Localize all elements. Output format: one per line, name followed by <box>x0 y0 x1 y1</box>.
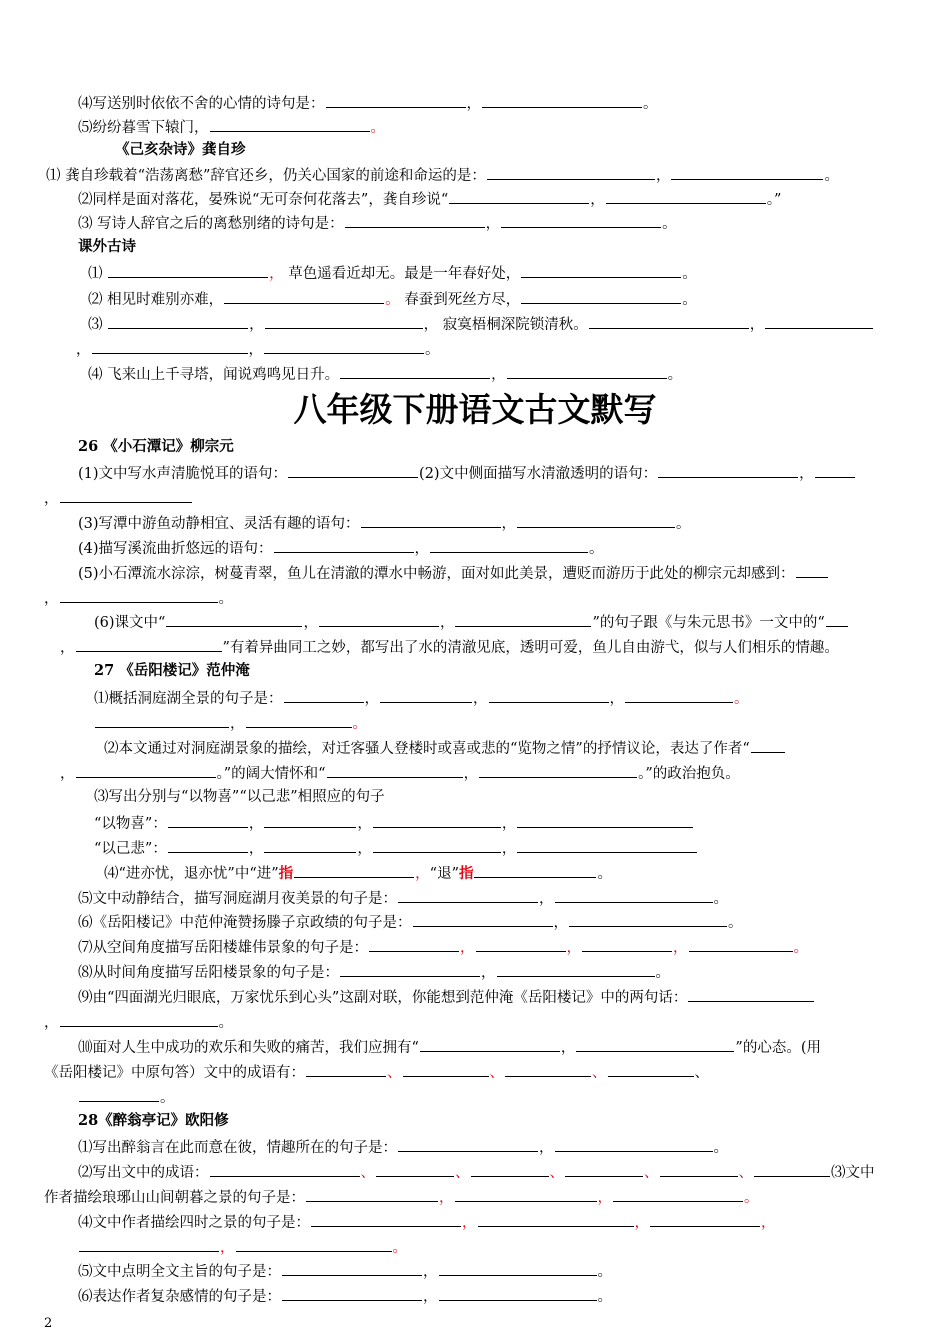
question-line <box>104 862 612 884</box>
answer-blank[interactable] <box>60 587 218 603</box>
question-line: ⑶写出分别与“以物喜”“以己悲”相照应的句子 <box>94 789 385 805</box>
text: 。 <box>662 216 677 232</box>
text: ， <box>357 841 372 857</box>
answer-blank[interactable] <box>274 537 414 553</box>
question-line <box>94 687 749 709</box>
text: ， <box>749 317 765 333</box>
answer-blank[interactable] <box>60 487 192 503</box>
answer-blank[interactable] <box>340 961 480 977</box>
question-line <box>60 636 839 658</box>
question-line <box>88 313 874 335</box>
text: ， <box>230 716 245 732</box>
text: ， <box>466 96 481 112</box>
text: ⑷文中作者描绘四时之景的句子是： <box>78 1215 310 1231</box>
text: ， <box>60 766 75 782</box>
text: ⑴概括洞庭湖全景的句子是： <box>94 691 283 707</box>
text: ⑷“进亦忧，退亦忧”中“进” <box>104 866 279 882</box>
text: ， <box>439 615 455 631</box>
text: ， <box>501 516 517 532</box>
answer-blank[interactable] <box>796 562 828 578</box>
question-line <box>78 961 670 983</box>
text: 、 <box>694 1065 709 1081</box>
answer-blank[interactable] <box>497 961 655 977</box>
answer-blank[interactable] <box>306 1186 438 1202</box>
answer-blank[interactable] <box>625 687 733 703</box>
answer-blank[interactable] <box>108 313 248 329</box>
answer-blank[interactable] <box>76 762 216 778</box>
answer-blank[interactable] <box>688 986 814 1002</box>
answer-blank[interactable] <box>282 1260 422 1276</box>
text: ⑽面对人生中成功的欢乐和失败的痛苦，我们应拥有“ <box>78 1040 419 1056</box>
text: (6)课文中“ <box>94 615 166 631</box>
answer-blank[interactable] <box>650 1211 760 1227</box>
question-line <box>78 1260 612 1282</box>
answer-blank[interactable] <box>340 363 490 379</box>
text: ⑶ 写诗人辞官之后的离愁别绪的诗句是： <box>78 216 344 232</box>
question-line <box>78 1236 407 1258</box>
answer-blank[interactable] <box>294 862 414 878</box>
text: 。 <box>218 1015 233 1031</box>
text: ， <box>501 841 517 857</box>
answer-blank[interactable] <box>373 812 501 828</box>
text: 指 <box>458 865 474 882</box>
text: 。”的政治抱负。 <box>638 766 740 782</box>
question-line <box>78 1136 728 1158</box>
answer-blank[interactable] <box>521 288 681 304</box>
text: 。 <box>793 940 808 956</box>
answer-blank[interactable] <box>751 737 785 753</box>
text: 《岳阳楼记》中原句答）文中的成语有： <box>44 1065 305 1081</box>
text: (5)小石潭流水淙淙，树蔓青翠，鱼儿在清澈的潭水中畅游，面对如此美景，遭贬而游历于此处的柳宗元却感到： <box>78 566 795 582</box>
text: 、 <box>738 1165 753 1181</box>
answer-blank[interactable] <box>264 812 356 828</box>
answer-blank[interactable] <box>76 636 222 652</box>
question-line <box>94 712 367 734</box>
question-line <box>78 188 781 210</box>
answer-blank[interactable] <box>482 92 642 108</box>
text: ， <box>566 940 581 956</box>
question-line <box>78 116 385 138</box>
text: “以物喜”： <box>94 816 167 832</box>
text: (4)描写溪流曲折悠远的语句： <box>78 541 273 557</box>
section-heading: 26 《小石潭记》柳宗元 <box>78 438 234 455</box>
text: ⑵同样是面对落花，晏殊说“无可奈何花落去”，龚自珍说“ <box>78 192 449 208</box>
question-line <box>78 562 829 584</box>
text: ， <box>560 1040 576 1056</box>
text: ， <box>481 965 496 981</box>
question-line <box>78 911 743 933</box>
text: 。 <box>682 266 697 282</box>
text: 作者描绘琅琊山山间朝暮之景的句子是： <box>44 1190 305 1206</box>
text: 。 <box>370 120 385 136</box>
page-number: 2 <box>44 1316 53 1331</box>
answer-blank[interactable] <box>284 687 364 703</box>
text: 、 <box>387 1065 402 1081</box>
answer-blank[interactable] <box>455 1186 597 1202</box>
text: ⑶文中 <box>831 1165 875 1181</box>
answer-blank[interactable] <box>521 262 681 278</box>
answer-blank[interactable] <box>264 837 356 853</box>
text: ， <box>460 940 475 956</box>
answer-blank[interactable] <box>373 837 501 853</box>
text: ⑸文中点明全文主旨的句子是： <box>78 1264 281 1280</box>
text: ， <box>44 491 59 507</box>
text: ⑶ <box>88 317 108 333</box>
text: ， <box>364 691 379 707</box>
answer-blank[interactable] <box>660 1161 738 1177</box>
text: 。” <box>766 192 782 208</box>
question-line <box>94 611 849 633</box>
answer-blank[interactable] <box>606 188 766 204</box>
text: “退” <box>429 866 459 882</box>
text: 。 <box>728 915 743 931</box>
section-heading: 《己亥杂诗》龚自珍 <box>115 141 246 158</box>
question-line <box>60 762 740 784</box>
text: ， <box>491 367 506 383</box>
answer-blank[interactable] <box>555 1136 713 1152</box>
text: ， <box>553 915 568 931</box>
answer-blank[interactable] <box>95 712 229 728</box>
answer-blank[interactable] <box>224 288 384 304</box>
answer-blank[interactable] <box>517 837 697 853</box>
answer-blank[interactable] <box>501 212 661 228</box>
text: 春蚕到死丝方尽， <box>399 292 521 308</box>
answer-blank[interactable] <box>478 1211 634 1227</box>
text: ⑴写出醉翁言在此而意在彼，情趣所在的句子是： <box>78 1140 397 1156</box>
text: ⑹表达作者复杂感情的句子是： <box>78 1289 281 1305</box>
answer-blank[interactable] <box>555 887 713 903</box>
text: 指 <box>278 865 294 882</box>
question-line <box>78 1211 776 1233</box>
answer-blank[interactable] <box>826 611 848 627</box>
page-title: 八年级下册语文古文默写 <box>293 390 657 429</box>
text: (3)写潭中游鱼动静相宜、灵活有趣的语句： <box>78 516 360 532</box>
text: 。 <box>160 1090 175 1106</box>
answer-blank[interactable] <box>613 1186 743 1202</box>
answer-blank[interactable] <box>79 1086 159 1102</box>
answer-blank[interactable] <box>476 936 566 952</box>
text: ， <box>463 766 479 782</box>
text: ⑴ 龚自珍载着“浩荡离愁”辞官还乡，仍关心国家的前途和命运的是： <box>46 168 486 184</box>
question-line <box>78 1161 875 1183</box>
answer-blank[interactable] <box>576 1036 734 1052</box>
answer-blank[interactable] <box>565 1161 643 1177</box>
text: ， <box>423 1289 438 1305</box>
answer-blank[interactable] <box>236 1236 392 1252</box>
answer-blank[interactable] <box>327 762 463 778</box>
answer-blank[interactable] <box>608 1061 694 1077</box>
answer-blank[interactable] <box>487 164 655 180</box>
answer-blank[interactable] <box>589 313 749 329</box>
text: ， <box>303 615 318 631</box>
text: ， <box>761 1215 776 1231</box>
answer-blank[interactable] <box>449 188 589 204</box>
text: ， <box>590 192 605 208</box>
answer-blank[interactable] <box>345 212 485 228</box>
answer-blank[interactable] <box>439 1285 597 1301</box>
text: ⑵ 相见时难别亦难， <box>88 292 224 308</box>
question-line <box>78 212 677 234</box>
section-heading: 27 《岳阳楼记》范仲淹 <box>94 662 250 679</box>
text: 。 <box>655 965 670 981</box>
answer-blank[interactable] <box>361 512 501 528</box>
answer-blank[interactable] <box>420 1036 560 1052</box>
answer-blank[interactable] <box>507 363 667 379</box>
answer-blank[interactable] <box>108 262 268 278</box>
answer-blank[interactable] <box>413 911 553 927</box>
answer-blank[interactable] <box>439 1260 597 1276</box>
text: 。 <box>744 1190 759 1206</box>
text: ， <box>485 216 501 232</box>
text: 。 <box>682 292 697 308</box>
text: 。 <box>589 541 604 557</box>
text: ”的句子跟《与朱元思书》一文中的“ <box>592 615 825 631</box>
question-line <box>78 887 728 909</box>
text: ⑵本文通过对洞庭湖景象的描绘，对迁客骚人登楼时或喜或悲的“览物之情”的抒情议论，表达了作者“ <box>104 741 750 757</box>
question-line <box>44 1011 233 1033</box>
text: (2)文中侧面描写水清澈透明的语句： <box>419 466 658 482</box>
text: 。 <box>643 96 658 112</box>
text: ⑵写出文中的成语： <box>78 1165 209 1181</box>
answer-blank[interactable] <box>319 611 439 627</box>
answer-blank[interactable] <box>282 1285 422 1301</box>
text: 草色遥看近却无。最是一年春好处， <box>283 266 521 282</box>
answer-blank[interactable] <box>403 1061 489 1077</box>
text: ， <box>357 816 372 832</box>
text: ⑼由“四面湖光归眼底，万家忧乐到心头”这副对联，你能想到范仲淹《岳阳楼记》中的两句话： <box>78 990 688 1006</box>
question-line <box>104 737 786 759</box>
text: ， <box>439 1190 454 1206</box>
answer-blank[interactable] <box>398 887 538 903</box>
answer-blank[interactable] <box>79 1236 219 1252</box>
text: 、 <box>489 1065 504 1081</box>
text: 。”的阔大情怀和“ <box>216 766 326 782</box>
text: “以己悲”： <box>94 841 167 857</box>
text: ， <box>539 891 554 907</box>
question-line <box>88 288 697 310</box>
answer-blank[interactable] <box>210 1161 360 1177</box>
text: ， <box>462 1215 477 1231</box>
question-line <box>94 812 694 834</box>
answer-blank[interactable] <box>582 936 672 952</box>
text: 。 <box>667 367 683 383</box>
text: ， <box>673 940 688 956</box>
question-line <box>44 1186 759 1208</box>
text: 、 <box>644 1165 659 1181</box>
text: ， <box>76 342 91 358</box>
answer-blank[interactable] <box>517 512 675 528</box>
answer-blank[interactable] <box>398 1136 538 1152</box>
text: 。 <box>734 691 749 707</box>
text: ⑷写送别时依依不舍的心情的诗句是： <box>78 96 325 112</box>
text: 。 <box>597 1289 612 1305</box>
text: ， <box>597 1190 612 1206</box>
text: ， <box>44 591 59 607</box>
answer-blank[interactable] <box>455 611 591 627</box>
text: 、 <box>455 1165 470 1181</box>
text: ， <box>539 1140 554 1156</box>
question-line <box>78 92 658 114</box>
answer-blank[interactable] <box>60 1011 218 1027</box>
text: 。 <box>218 591 233 607</box>
answer-blank[interactable] <box>380 687 472 703</box>
answer-blank[interactable] <box>689 936 793 952</box>
text: 。 <box>676 516 691 532</box>
text: 、 <box>360 1165 375 1181</box>
question-line <box>78 1036 821 1058</box>
answer-blank[interactable] <box>311 1211 461 1227</box>
text: 、 <box>592 1065 607 1081</box>
text: ， <box>414 541 430 557</box>
question-line <box>46 164 839 186</box>
text: ， <box>655 168 671 184</box>
question-line <box>76 338 440 360</box>
section-heading: 28《醉翁亭记》欧阳修 <box>78 1112 229 1129</box>
question-line <box>78 986 815 1008</box>
text: ”有着异曲同工之妙，都写出了水的清澈见底，透明可爱，鱼儿自由游弋，似与人们相乐的情趣。 <box>222 640 839 656</box>
text: ， <box>415 866 430 882</box>
question-line <box>88 363 682 385</box>
text: ⑸纷纷暮雪下辕门， <box>78 120 209 136</box>
answer-blank[interactable] <box>369 936 459 952</box>
answer-blank[interactable] <box>166 611 302 627</box>
text: ， 寂寞梧桐深院锁清秋。 <box>423 317 588 333</box>
answer-blank[interactable] <box>479 762 637 778</box>
answer-blank[interactable] <box>517 812 693 828</box>
text: 。 <box>824 168 839 184</box>
text: ⑹《岳阳楼记》中范仲淹赞扬滕子京政绩的句子是： <box>78 915 412 931</box>
question-line <box>44 587 233 609</box>
answer-blank[interactable] <box>92 338 248 354</box>
answer-blank[interactable] <box>265 313 423 329</box>
text: ⑸文中动静结合，描写洞庭湖月夜美景的句子是： <box>78 891 397 907</box>
text: ， <box>634 1215 649 1231</box>
question-line <box>78 1285 612 1307</box>
question-line <box>78 512 691 534</box>
question-line <box>88 262 697 284</box>
answer-blank[interactable] <box>168 812 248 828</box>
text: 。 <box>425 342 440 358</box>
text: ⑴ <box>88 266 108 282</box>
text: ， <box>799 466 814 482</box>
text: ⑻从时间角度描写岳阳楼景象的句子是： <box>78 965 339 981</box>
question-line <box>94 837 698 859</box>
question-line <box>78 537 604 559</box>
answer-blank[interactable] <box>376 1161 454 1177</box>
answer-blank[interactable] <box>210 116 370 132</box>
text: ， <box>248 816 264 832</box>
answer-blank[interactable] <box>569 911 727 927</box>
answer-blank[interactable] <box>474 862 596 878</box>
text: 。 <box>352 716 367 732</box>
answer-blank[interactable] <box>288 462 418 478</box>
text: ， <box>248 342 263 358</box>
text: ， <box>60 640 75 656</box>
answer-blank[interactable] <box>326 92 466 108</box>
answer-blank[interactable] <box>658 462 798 478</box>
question-line <box>78 1086 175 1108</box>
text: 。 <box>392 1240 407 1256</box>
text: 。 <box>597 866 612 882</box>
question-line <box>78 462 856 484</box>
text: ， <box>501 816 517 832</box>
section-heading: 课外古诗 <box>78 238 136 255</box>
text: ， <box>249 317 264 333</box>
text: ， <box>609 691 624 707</box>
text: 、 <box>549 1165 564 1181</box>
text: ”的心态。(用 <box>735 1040 821 1056</box>
answer-blank[interactable] <box>246 712 352 728</box>
text: ， <box>423 1264 438 1280</box>
answer-blank[interactable] <box>765 313 873 329</box>
text: 。 <box>597 1264 612 1280</box>
text: ⑺从空间角度描写岳阳楼雄伟景象的句子是： <box>78 940 368 956</box>
text: (1)文中写水声清脆悦耳的语句： <box>78 466 288 482</box>
text: ⑷ 飞来山上千寻塔，闻说鸡鸣见日升。 <box>88 367 340 383</box>
answer-blank[interactable] <box>471 1161 549 1177</box>
text: ， <box>44 1015 59 1031</box>
answer-blank[interactable] <box>815 462 855 478</box>
answer-blank[interactable] <box>306 1061 386 1077</box>
text: 。 <box>713 1140 728 1156</box>
text: ， <box>220 1240 235 1256</box>
answer-blank[interactable] <box>505 1061 591 1077</box>
answer-blank[interactable] <box>264 338 424 354</box>
answer-blank[interactable] <box>489 687 609 703</box>
text: ， <box>248 841 264 857</box>
question-line <box>44 1061 709 1083</box>
answer-blank[interactable] <box>754 1161 830 1177</box>
text: ， <box>269 266 284 282</box>
text: 。 <box>385 292 400 308</box>
question-line <box>44 487 193 509</box>
answer-blank[interactable] <box>168 837 248 853</box>
text: ， <box>473 691 488 707</box>
answer-blank[interactable] <box>430 537 588 553</box>
question-line <box>78 936 808 958</box>
text: 。 <box>713 891 728 907</box>
answer-blank[interactable] <box>671 164 823 180</box>
